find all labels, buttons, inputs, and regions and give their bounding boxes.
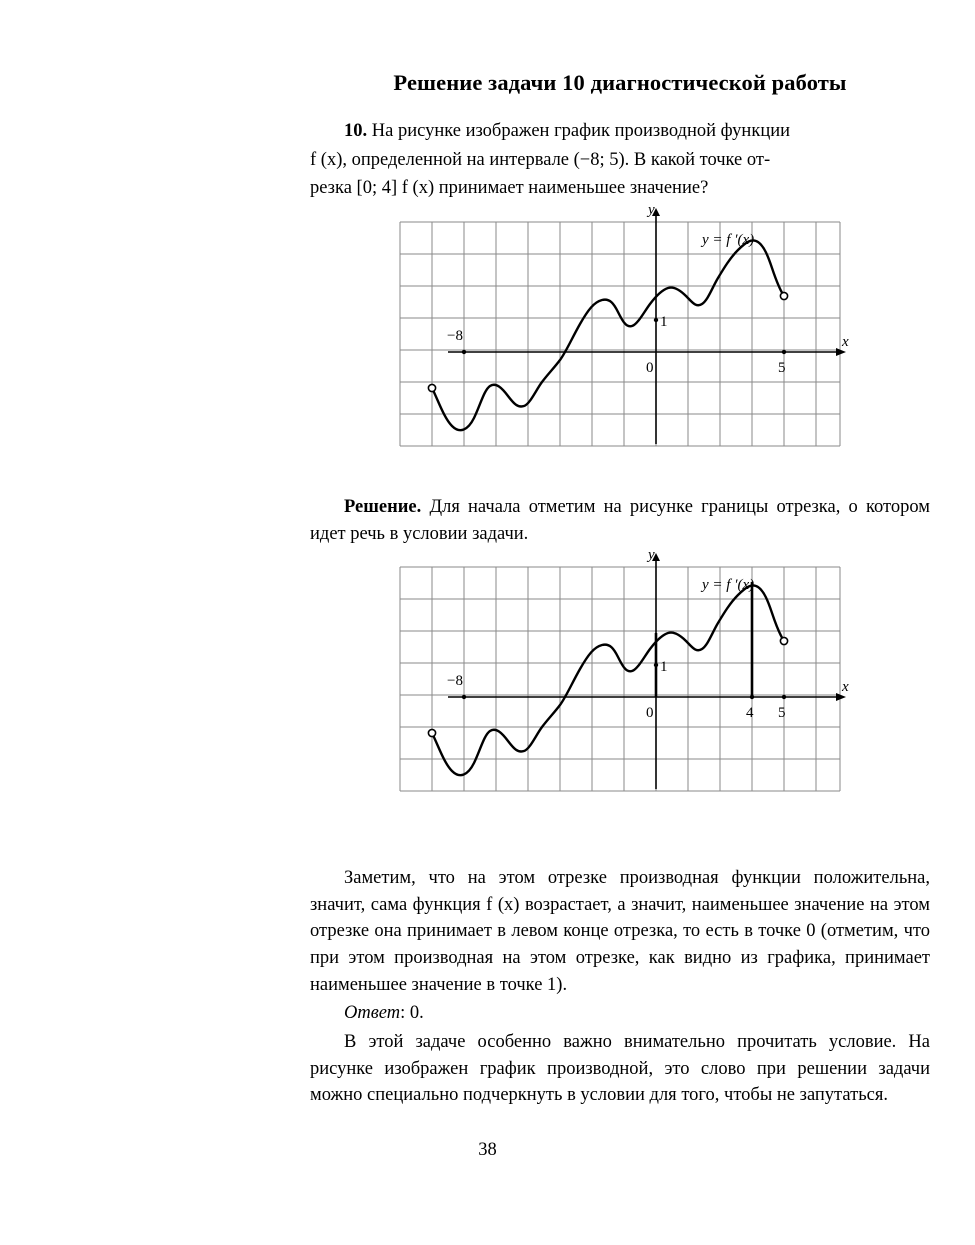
open-endpoint-right-2: [780, 638, 787, 645]
axis-label-x: x: [842, 333, 849, 350]
open-endpoint-left-2: [428, 730, 435, 737]
axes-2: [448, 561, 836, 789]
answer-line: [310, 1000, 930, 1027]
solution-paragraph-2: Заметим, что на этом отрезке производная функции положительна, значит, сама функция f (x) возрастает, а значит, наименьшее значение на этом отрезке она принимает в левом конце отрезка, то есть в точке 0 (отметим, что при этом производная на этом отрезке, как видно из графика, принимает наименьшее значение в точке 1).: [310, 868, 930, 995]
tick-point-minus8-2: [462, 695, 466, 699]
tick-label-5: 5: [778, 359, 786, 376]
solution-label: Решение.: [344, 496, 422, 517]
figure-2: [310, 547, 930, 827]
tick-label-0-2: 0: [646, 705, 654, 722]
page-title: Решение задачи 10 диагностической работы: [393, 70, 847, 95]
curve-label: y = f ′(x): [702, 231, 755, 248]
axis-label-x-2: x: [842, 679, 849, 696]
tick-label-0: 0: [646, 359, 654, 376]
spacer: [310, 839, 930, 865]
open-endpoint-left: [428, 384, 435, 391]
tick-point-5: [782, 350, 786, 354]
curve-label-2: y = f ′(x): [702, 577, 755, 594]
problem-statement-line3: резка [0; 4] f (x) принимает наименьшее значение?: [310, 178, 709, 199]
problem-statement: [310, 118, 930, 145]
tick-label-minus8-2: −8: [447, 673, 463, 690]
page-number: 38: [478, 1140, 497, 1160]
solution-paragraph-1: [310, 494, 930, 547]
tick-label-4: 4: [746, 705, 754, 722]
derivative-curve: [432, 240, 784, 430]
answer-label: Ответ: [344, 1003, 401, 1024]
tick-point-5-2: [782, 695, 786, 699]
figure-1: [310, 201, 930, 482]
tick-label-1-2: 1: [660, 659, 668, 676]
grid-lines: [400, 222, 840, 446]
derivative-graph-1: [390, 201, 850, 482]
axis-label-y-2: y: [648, 547, 655, 564]
tick-label-minus8: −8: [447, 327, 463, 344]
tick-label-5-2: 5: [778, 705, 786, 722]
derivative-graph-2: [390, 547, 850, 827]
problem-text-line1: На рисунке изображен график производной функции: [371, 121, 791, 141]
tick-label-1: 1: [660, 313, 668, 330]
problem-statement-line2: f (x), определенной на интервале (−8; 5). В какой точке от-: [310, 149, 771, 170]
derivative-curve-2: [432, 586, 784, 776]
solution-paragraph-3: В этой задаче особенно важно внимательно прочитать условие. На рисунке изображен график производной, это слово при решении задачи можно специально подчеркнуть в условии для того, чтобы не запутаться.: [310, 1031, 930, 1106]
answer-value: : 0.: [400, 1003, 424, 1024]
open-endpoint-right: [780, 292, 787, 299]
page-content: [310, 70, 930, 1111]
tick-point-1: [654, 318, 658, 322]
tick-point-minus8: [462, 350, 466, 354]
solution-text: Для начала отметим на рисунке границы отрезка, о котором идет речь в условии задачи.: [310, 496, 930, 544]
axis-label-y: y: [648, 201, 655, 218]
problem-number: 10.: [344, 121, 368, 141]
grid-lines-2: [400, 567, 840, 791]
axes: [448, 216, 836, 444]
